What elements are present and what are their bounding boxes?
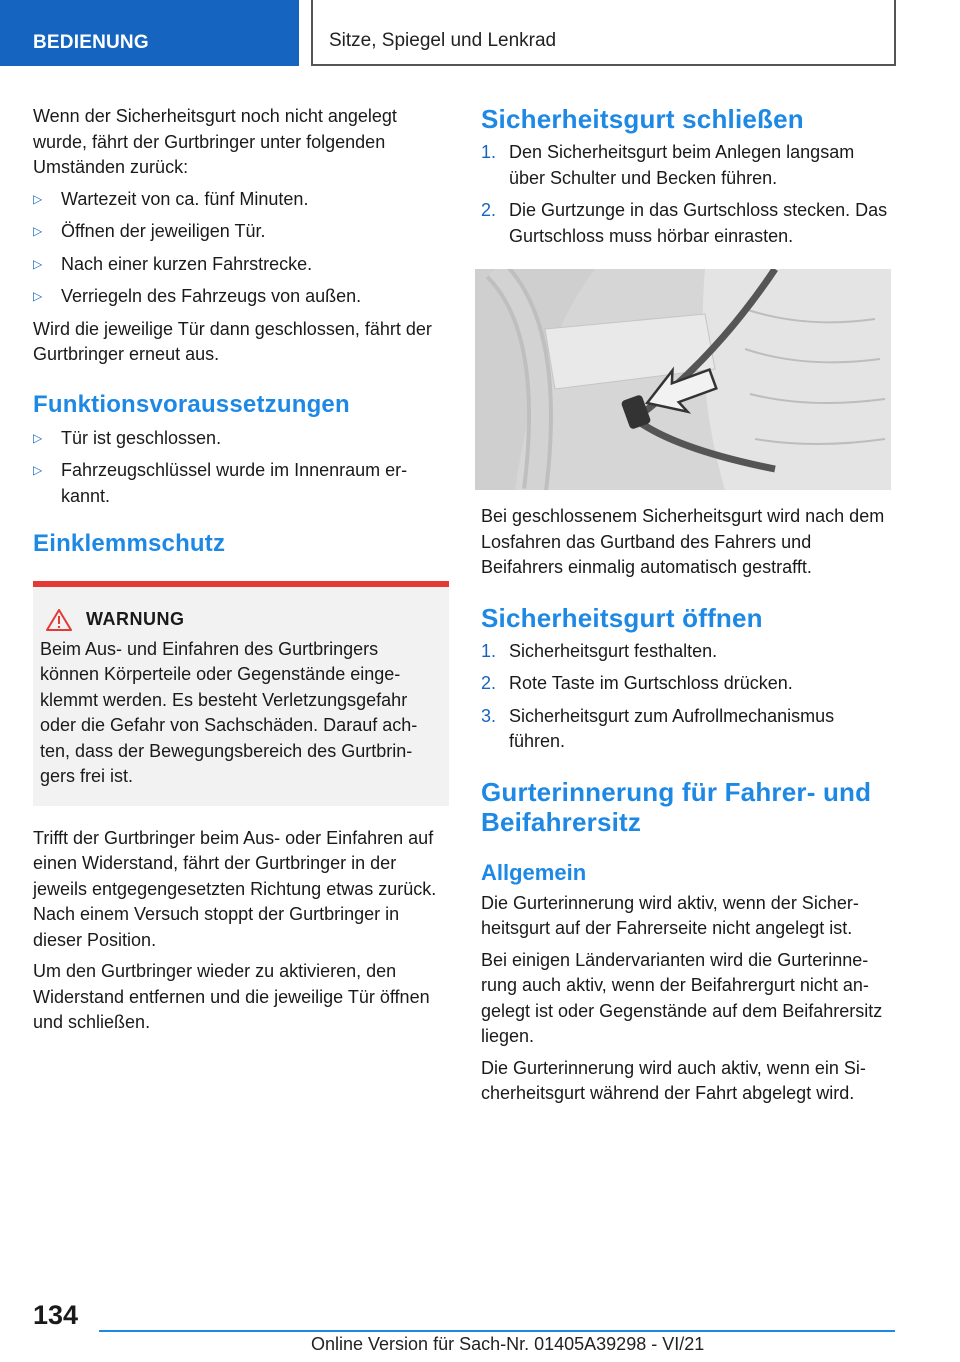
triangle-bullet-icon: ▷ [33, 430, 43, 445]
after-paragraph: Wird die jeweilige Tür dann geschlossen, fährt der Gurtbringer erneut aus. [33, 318, 432, 364]
warning-title [40, 607, 435, 633]
list-item: 2. Rote Taste im Gurtschloss drücken. [481, 673, 793, 693]
general-paragraph-2: Bei einigen Ländervarianten wird die Gurterinnerung auch aktiv, wenn der Beifahrergurt nicht angelegt ist oder Gegenstände auf dem Beifahrersitz liegen. [481, 949, 883, 1046]
topic-box [311, 0, 896, 66]
triangle-bullet-icon: ▷ [33, 289, 43, 303]
open-steps-list [481, 639, 893, 755]
topic-label: Sitze, Spiegel und Lenkrad [329, 30, 557, 51]
right-column [481, 104, 893, 1113]
seatbelt-buckle-illustration [475, 269, 891, 490]
triangle-bullet-icon: ▷ [33, 224, 43, 238]
list-item: ▷ Fahrzeugschlüssel wurde im Innenraum erkannt. [33, 460, 408, 506]
list-item: ▷ Tür ist geschlossen. [33, 426, 449, 452]
heading-pinch-protection: Einklemmschutz [33, 530, 226, 557]
warning-label: WARNUNG [86, 609, 185, 629]
heading-functional-requirements: Funktionsvoraussetzungen [33, 390, 350, 418]
list-item: 3. Sicherheitsgurt zum Aufrollmechanismus führen. [481, 705, 835, 751]
page-header [0, 0, 960, 66]
list-item: ▷ Verriegeln des Fahrzeugs von außen. [33, 284, 449, 310]
list-item: 1. Sicherheitsgurt festhalten. [481, 640, 718, 661]
reactivate-paragraph: Um den Gurtbringer wieder zu aktivieren, den Widerstand entfernen und die jeweilige Tür öffnen und schließen. [33, 961, 430, 1032]
section-label: BEDIENUNG [0, 0, 299, 66]
page-number: 134 [33, 1300, 79, 1330]
triangle-bullet-icon: ▷ [33, 463, 43, 477]
general-paragraph-3: Die Gurterinnerung wird auch aktiv, wenn ein Sicherheitsgurt während der Fahrt abgelegt wird. [481, 1057, 866, 1103]
intro-paragraph: Wenn der Sicherheitsgurt noch nicht angelegt wurde, fährt der Gurtbringer unter folgenden Umständen zurück: [33, 106, 397, 177]
online-version-note: Online Version für Sach-Nr. 01405A39298 - VI/21 [311, 1334, 705, 1354]
seat-illustration-graphic [475, 269, 891, 490]
left-column [33, 104, 449, 1042]
list-item: ▷ Öffnen der jeweiligen Tür. [33, 219, 449, 245]
general-paragraph-1: Die Gurterinnerung wird aktiv, wenn der Sicherheitsgurt auf der Fahrerseite nicht angelegt ist. [481, 892, 859, 938]
list-item: 2. Die Gurtzunge in das Gurtschloss stecken. Das Gurtschloss muss hörbar einrasten. [481, 200, 888, 246]
heading-open-belt: Sicherheitsgurt öffnen [481, 602, 763, 633]
footer-divider [99, 1330, 895, 1332]
triangle-bullet-icon: ▷ [33, 191, 43, 206]
warning-text: Beim Aus- und Einfahren des Gurtbringers können Körperteile oder Gegenstände eingeklemmt werden. Es besteht Verletzungsgefahr oder die Gefahr von Sachschäden. Darauf achten, dass der Bewegungsbereich des Gurtbringers frei ist. [40, 638, 418, 786]
heading-belt-reminder: Gurterinnerung für Fahrer- und Beifahrersitz [481, 776, 872, 837]
resistance-paragraph: Trifft der Gurtbringer beim Aus- oder Einfahren auf einen Widerstand, fährt der Gurtbringer in der jeweils entgegengesetzten Richtung etwas zurück. Nach einem Versuch stoppt der Gurtbringer in dieser Position. [33, 827, 437, 950]
warning-box [33, 581, 449, 806]
close-steps-list [481, 140, 893, 249]
heading-close-belt: Sicherheitsgurt schließen [481, 104, 804, 134]
triangle-bullet-icon: ▷ [33, 256, 43, 271]
warning-triangle-icon [46, 609, 72, 631]
figure-caption: Bei geschlossenem Sicherheitsgurt wird nach dem Losfahren das Gurtband des Fahrers und Beifahrers einmalig automatisch gestrafft. [481, 506, 885, 577]
retract-conditions-list [33, 187, 449, 310]
list-item: 1. Den Sicherheitsgurt beim Anlegen langsam über Schulter und Becken führen. [481, 142, 855, 188]
requirements-list [33, 426, 449, 510]
list-item: ▷ Nach einer kurzen Fahrstrecke. [33, 252, 449, 278]
heading-general: Allgemein [481, 859, 587, 885]
list-item: ▷ Wartezeit von ca. fünf Minuten. [33, 187, 449, 213]
